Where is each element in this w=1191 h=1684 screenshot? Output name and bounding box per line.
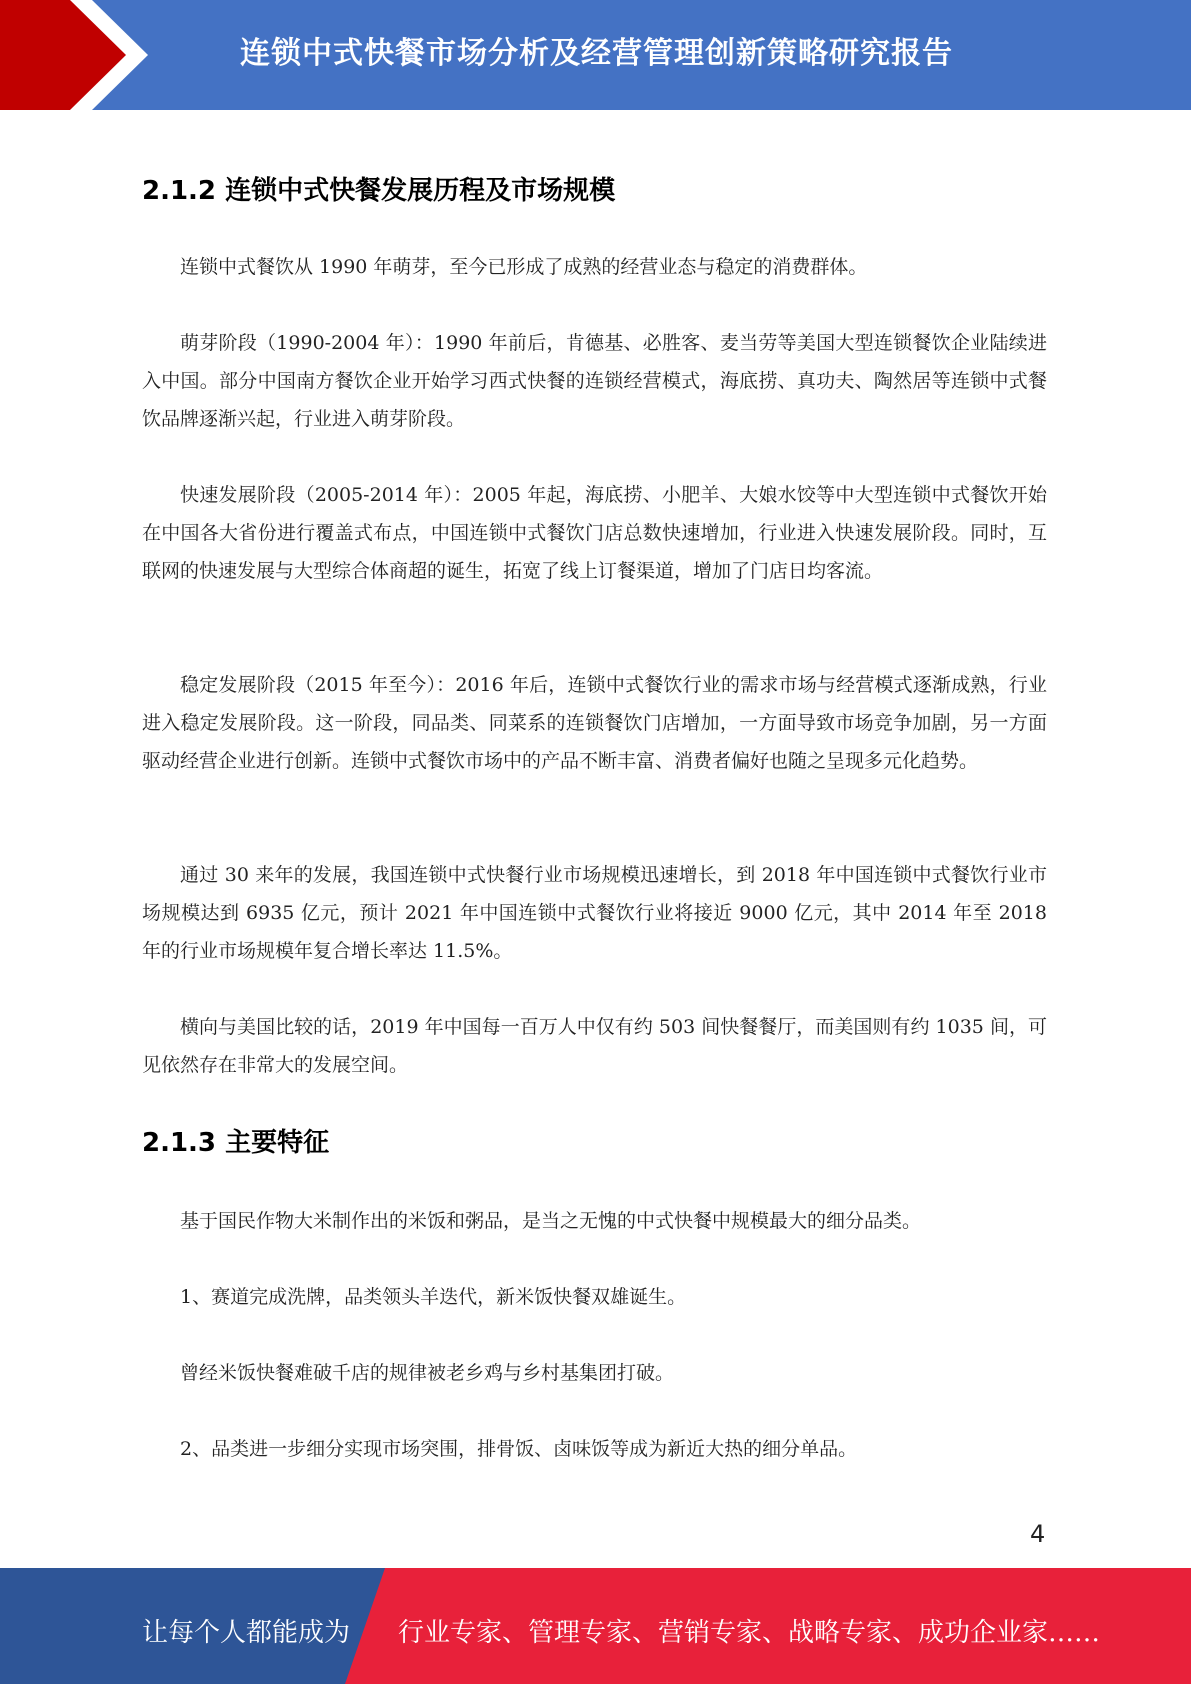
paragraph: 曾经米饭快餐难破千店的规律被老乡鸡与乡村基集团打破。 (180, 1362, 675, 1384)
footer-slogan-left: 让每个人都能成为 (142, 1618, 351, 1648)
paragraph: 萌芽阶段（1990-2004 年）：1990 年前后，肯德基、必胜客、麦当劳等美国大型连锁餐饮企业陆续进入中国。部分中国南方餐饮企业开始学习西式快餐的连锁经营模式，海底捞、真功夫、陶然居等连锁中式餐饮品牌逐渐兴起，行业进入萌芽阶段。 (142, 332, 1047, 430)
paragraph: 通过 30 来年的发展，我国连锁中式快餐行业市场规模迅速增长，到 2018 年中国连锁中式餐饮行业市场规模达到 6935 亿元，预计 2021 年中国连锁中式餐饮行业将接近 9000 亿元，其中 2014 年至 2018 年的行业市场规模年复合增长率达 11.5%。 (142, 864, 1047, 962)
report-title: 连锁中式快餐市场分析及经营管理创新策略研究报告 (240, 36, 953, 71)
section-heading-2-1-2: 2.1.2 连锁中式快餐发展历程及市场规模 (142, 176, 616, 206)
footer-slogan-right: 行业专家、管理专家、营销专家、战略专家、成功企业家…… (398, 1618, 1101, 1648)
paragraph: 横向与美国比较的话，2019 年中国每一百万人中仅有约 503 间快餐餐厅，而美国则有约 1035 间，可见依然存在非常大的发展空间。 (142, 1016, 1047, 1076)
header-band (0, 0, 1191, 110)
list-item: 2、品类进一步细分实现市场突围，排骨饭、卤味饭等成为新近大热的细分单品。 (180, 1438, 858, 1460)
paragraph: 稳定发展阶段（2015 年至今）：2016 年后，连锁中式餐饮行业的需求市场与经营模式逐渐成熟，行业进入稳定发展阶段。这一阶段，同品类、同菜系的连锁餐饮门店增加，一方面导致市场竞争加剧，另一方面驱动经营企业进行创新。连锁中式餐饮市场中的产品不断丰富、消费者偏好也随之呈现多元化趋势。 (142, 674, 1047, 772)
paragraph: 快速发展阶段（2005-2014 年）：2005 年起，海底捞、小肥羊、大娘水饺等中大型连锁中式餐饮开始在中国各大省份进行覆盖式布点，中国连锁中式餐饮门店总数快速增加，行业进入快速发展阶段。同时，互联网的快速发展与大型综合体商超的诞生，拓宽了线上订餐渠道，增加了门店日均客流。 (142, 484, 1047, 582)
paragraph: 基于国民作物大米制作出的米饭和粥品，是当之无愧的中式快餐中规模最大的细分品类。 (180, 1210, 922, 1232)
footer-band (0, 1568, 1191, 1684)
section-heading-2-1-3: 2.1.3 主要特征 (142, 1128, 330, 1158)
list-item: 1、赛道完成洗牌，品类领头羊迭代，新米饭快餐双雄诞生。 (180, 1286, 687, 1308)
paragraph: 连锁中式餐饮从 1990 年萌芽，至今已形成了成熟的经营业态与稳定的消费群体。 (180, 256, 868, 278)
page-number: 4 (1030, 1520, 1046, 1548)
